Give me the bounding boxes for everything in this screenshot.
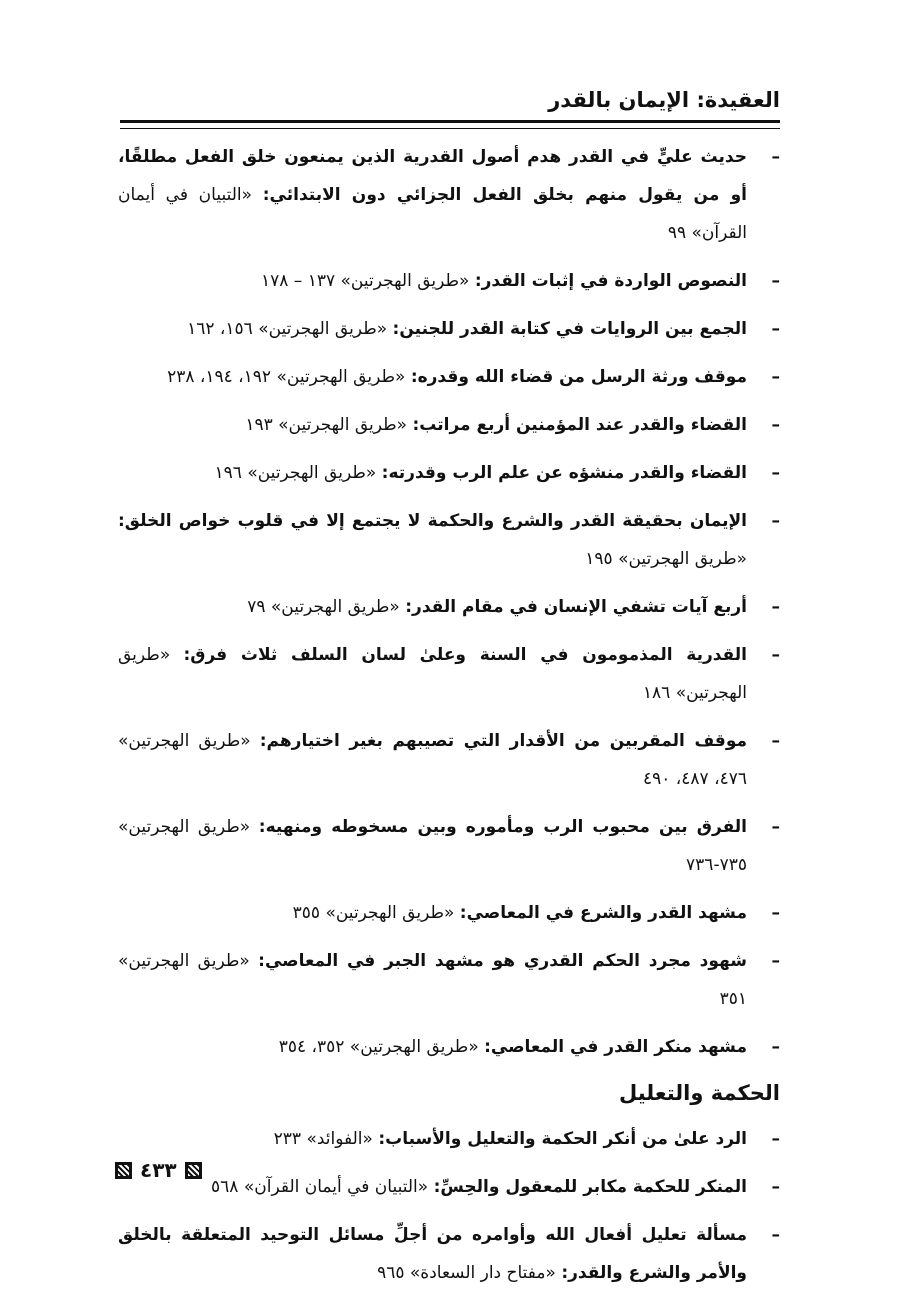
entry-dash: – — [771, 1129, 780, 1149]
entry-dash: – — [771, 319, 780, 339]
entry-topic: موقف ورثة الرسل من قضاء الله وقدره: — [410, 367, 747, 387]
entry-reference: «طريق الهجرتين» ٣٥٢، ٣٥٤ — [278, 1037, 479, 1057]
index-entry — [118, 1168, 780, 1206]
ornament-icon — [115, 1162, 132, 1179]
running-header-title: العقيدة: الإيمان بالقدر — [548, 88, 780, 112]
entry-reference: «مفتاح دار السعادة» ٩٦٥ — [377, 1263, 556, 1283]
entry-topic: المنكر للحكمة مكابر للمعقول والحِسِّ: — [433, 1177, 747, 1197]
entry-dash: – — [771, 597, 780, 617]
entry-dash: – — [771, 817, 780, 837]
entry-reference: «طريق الهجرتين» ١٩٦ — [214, 463, 377, 483]
entry-dash: – — [771, 271, 780, 291]
entry-reference: «طريق الهجرتين» ٧٣٥-٧٣٦ — [118, 817, 747, 875]
entry-topic: القدرية المذمومون في السنة وعلىٰ لسان السلف ثلاث فرق: — [183, 645, 748, 665]
index-entry — [118, 722, 780, 798]
entry-dash: – — [771, 903, 780, 923]
entry-topic: الجمع بين الروايات في كتابة القدر للجنين: — [392, 319, 747, 339]
entry-reference: «الفوائد» ٢٣٣ — [273, 1129, 373, 1149]
page-number-footer — [115, 1158, 202, 1182]
entry-dash: – — [771, 1225, 780, 1245]
entry-reference: «طريق الهجرتين» ٣٥١ — [118, 951, 747, 1009]
index-entry — [118, 808, 780, 884]
entry-reference: «التبيان في أيمان القرآن» ٥٦٨ — [211, 1177, 429, 1197]
index-entry — [118, 502, 780, 578]
entry-topic: القضاء والقدر عند المؤمنين أربع مراتب: — [412, 415, 747, 435]
entry-reference: «طريق الهجرتين» ١٩٢، ١٩٤، ٢٣٨ — [167, 367, 406, 387]
entry-topic: الفرق بين محبوب الرب ومأموره وبين مسخوطه ومنهيه: — [258, 817, 748, 837]
index-entry — [118, 636, 780, 712]
entry-reference: «طريق الهجرتين» ١٨٦ — [118, 645, 747, 703]
entry-topic: مسألة تعليل أفعال الله وأوامره من أجلِّ مسائل التوحيد المتعلقة بالخلق والأمر والشرع والقدر: — [118, 1225, 747, 1283]
entry-topic: مشهد القدر والشرع في المعاصي: — [459, 903, 747, 923]
entry-dash: – — [771, 415, 780, 435]
entry-topic: موقف المقربين من الأقدار التي تصيبهم بغير اختيارهم: — [259, 731, 748, 751]
index-entry — [118, 262, 780, 300]
index-entry — [118, 588, 780, 626]
section-heading: الحكمة والتعليل — [618, 1081, 780, 1105]
entry-reference: «طريق الهجرتين» ١٩٥ — [585, 549, 747, 569]
entry-dash: – — [771, 1177, 780, 1197]
index-entry — [118, 454, 780, 492]
index-entry — [118, 942, 780, 1018]
entry-topic: حديث عليٍّ في القدر هدم أصول القدرية الذين يمنعون خلق الفعل مطلقًا، أو من يقول منهم بخلق الفعل الجزائي دون الابتدائي: — [118, 147, 748, 205]
entry-dash: – — [771, 731, 780, 751]
entry-topic: مشهد منكر القدر في المعاصي: — [484, 1037, 747, 1057]
entry-dash: – — [771, 645, 780, 665]
index-entry — [118, 138, 780, 252]
index-content — [118, 138, 780, 1302]
index-entry — [118, 310, 780, 348]
entry-dash: – — [771, 147, 780, 167]
entry-reference: «طريق الهجرتين» ٣٥٥ — [292, 903, 455, 923]
entry-topic: الإيمان بحقيقة القدر والشرع والحكمة لا يجتمع إلا في قلوب خواص الخلق: — [118, 511, 747, 531]
ornament-icon — [185, 1162, 202, 1179]
entry-reference: «طريق الهجرتين» ٤٧٦، ٤٨٧، ٤٩٠ — [118, 731, 747, 789]
index-entry — [118, 358, 780, 396]
entry-topic: شهود مجرد الحكم القدري هو مشهد الجبر في المعاصي: — [258, 951, 748, 971]
entry-dash: – — [771, 367, 780, 387]
entry-reference: «طريق الهجرتين» ١٥٦، ١٦٢ — [187, 319, 388, 339]
page-number: ٤٣٣ — [140, 1158, 177, 1182]
index-entry — [118, 894, 780, 932]
entry-topic: النصوص الواردة في إثبات القدر: — [474, 271, 747, 291]
entry-dash: – — [771, 951, 780, 971]
index-entry — [118, 1216, 780, 1292]
entry-reference: «طريق الهجرتين» ٧٩ — [247, 597, 400, 617]
index-entry — [118, 1028, 780, 1066]
entry-reference: «التبيان في أيمان القرآن» ٩٩ — [118, 185, 747, 243]
index-entry — [118, 1120, 780, 1158]
entry-dash: – — [771, 463, 780, 483]
entry-dash: – — [771, 511, 780, 531]
header-rule — [120, 120, 780, 129]
entry-topic: أربع آيات تشفي الإنسان في مقام القدر: — [405, 597, 747, 617]
entry-topic: القضاء والقدر منشؤه عن علم الرب وقدرته: — [381, 463, 747, 483]
index-entry — [118, 406, 780, 444]
entry-reference: «طريق الهجرتين» ١٣٧ – ١٧٨ — [260, 271, 470, 291]
entry-reference: «طريق الهجرتين» ١٩٣ — [245, 415, 408, 435]
entry-topic: الرد علىٰ من أنكر الحكمة والتعليل والأسباب: — [378, 1129, 747, 1149]
entry-dash: – — [771, 1037, 780, 1057]
